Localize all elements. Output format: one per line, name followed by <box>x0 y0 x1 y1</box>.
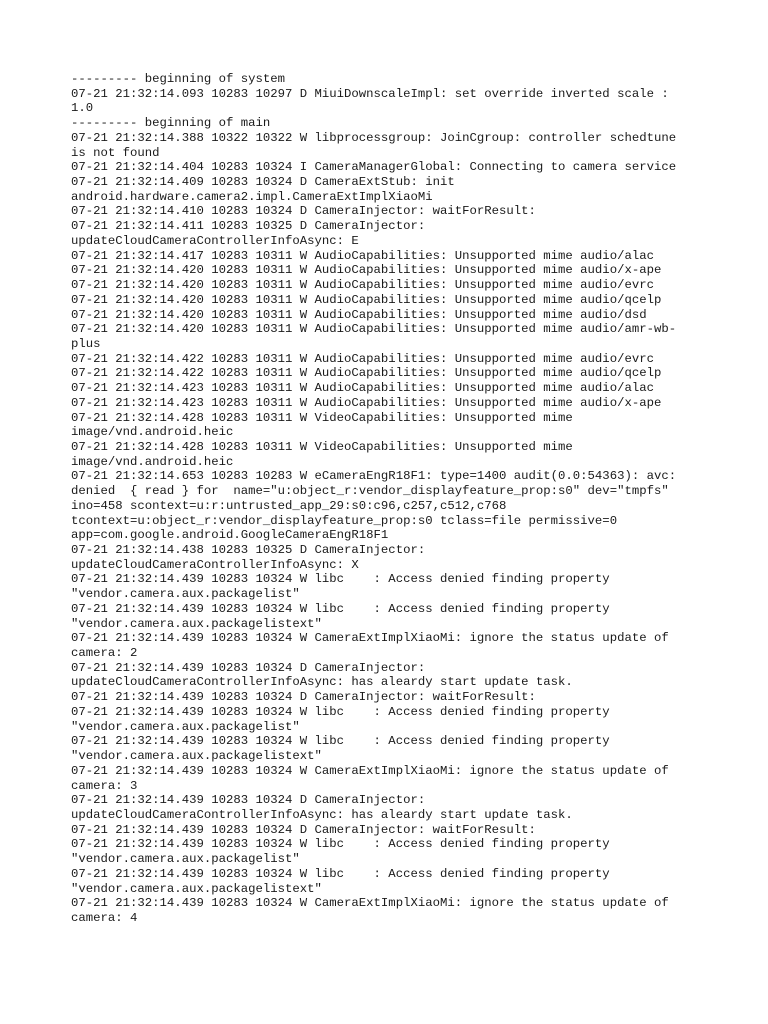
log-line: 07-21 21:32:14.439 10283 10324 D CameraInjector: <box>71 660 426 675</box>
log-line: 07-21 21:32:14.409 10283 10324 D CameraExtStub: init <box>71 175 455 190</box>
log-line: --------- beginning of system <box>71 72 286 86</box>
log-line: 07-21 21:32:14.423 10283 10311 W AudioCapabilities: Unsupported mime audio/alac <box>71 381 654 396</box>
log-line: "vendor.camera.aux.packagelistext" <box>71 616 322 631</box>
log-line: 07-21 21:32:14.420 10283 10311 W AudioCapabilities: Unsupported mime audio/amr-wb- <box>71 322 677 337</box>
log-line: --------- beginning of main <box>71 116 271 131</box>
log-line: 07-21 21:32:14.439 10283 10324 D CameraInjector: <box>71 793 426 808</box>
log-line: 07-21 21:32:14.439 10283 10324 W CameraExtImplXiaoMi: ignore the status update of <box>71 763 669 778</box>
log-line: camera: 3 <box>71 778 138 793</box>
log-line: 07-21 21:32:14.388 10322 10322 W libprocessgroup: JoinCgroup: controller schedtune <box>71 130 677 145</box>
log-line: 07-21 21:32:14.404 10283 10324 I CameraManagerGlobal: Connecting to camera service <box>71 160 677 175</box>
log-line: 07-21 21:32:14.417 10283 10311 W AudioCapabilities: Unsupported mime audio/alac <box>71 248 654 263</box>
log-line: 07-21 21:32:14.420 10283 10311 W AudioCapabilities: Unsupported mime audio/evrc <box>71 278 654 293</box>
log-line: camera: 4 <box>71 910 138 925</box>
log-line: 07-21 21:32:14.093 10283 10297 D MiuiDownscaleImpl: set override inverted scale : <box>71 86 669 101</box>
log-line: 07-21 21:32:14.439 10283 10324 W libc : Access denied finding property <box>71 866 610 881</box>
log-line: updateCloudCameraControllerInfoAsync: E <box>71 233 359 248</box>
log-line: camera: 2 <box>71 646 138 661</box>
log-line: 07-21 21:32:14.438 10283 10325 D CameraInjector: <box>71 543 426 557</box>
log-line: 07-21 21:32:14.422 10283 10311 W AudioCapabilities: Unsupported mime audio/qcelp <box>71 366 662 381</box>
log-line: 07-21 21:32:14.428 10283 10311 W VideoCapabilities: Unsupported mime <box>71 439 573 454</box>
log-line: 07-21 21:32:14.422 10283 10311 W AudioCapabilities: Unsupported mime audio/evrc <box>71 351 654 366</box>
log-line: 07-21 21:32:14.439 10283 10324 W libc : Access denied finding property <box>71 734 610 749</box>
log-line: "vendor.camera.aux.packagelist" <box>71 852 300 867</box>
log-line: is not found <box>71 145 160 160</box>
log-line: 07-21 21:32:14.439 10283 10324 W libc : Access denied finding property <box>71 572 610 587</box>
log-line: "vendor.camera.aux.packagelist" <box>71 719 300 734</box>
log-line: 07-21 21:32:14.653 10283 10283 W eCameraEngR18F1: type=1400 audit(0.0:54363): avc: <box>71 469 677 484</box>
log-line: 07-21 21:32:14.439 10283 10324 W libc : Access denied finding property <box>71 704 610 719</box>
log-line: 07-21 21:32:14.439 10283 10324 W libc : Access denied finding property <box>71 601 610 616</box>
log-line: image/vnd.android.heic <box>71 454 234 469</box>
log-line: 07-21 21:32:14.420 10283 10311 W AudioCapabilities: Unsupported mime audio/x-ape <box>71 263 662 278</box>
log-line: updateCloudCameraControllerInfoAsync: X <box>71 557 359 572</box>
log-line: "vendor.camera.aux.packagelist" <box>71 587 300 602</box>
log-text <box>71 72 701 926</box>
log-line: 07-21 21:32:14.439 10283 10324 D CameraInjector: waitForResult: <box>71 690 536 705</box>
log-line: 07-21 21:32:14.420 10283 10311 W AudioCapabilities: Unsupported mime audio/dsd <box>71 307 647 322</box>
log-line: "vendor.camera.aux.packagelistext" <box>71 881 322 896</box>
log-line: 07-21 21:32:14.439 10283 10324 D CameraInjector: waitForResult: <box>71 822 536 837</box>
log-line: 07-21 21:32:14.439 10283 10324 W CameraExtImplXiaoMi: ignore the status update of <box>71 896 669 911</box>
log-line: 07-21 21:32:14.428 10283 10311 W VideoCapabilities: Unsupported mime <box>71 410 573 425</box>
log-line: 07-21 21:32:14.410 10283 10324 D CameraInjector: waitForResult: <box>71 204 536 219</box>
log-line: updateCloudCameraControllerInfoAsync: has aleardy start update task. <box>71 675 573 690</box>
log-line: denied { read } for name="u:object_r:vendor_displayfeature_prop:s0" dev="tmpfs" <box>71 484 669 499</box>
log-line: image/vnd.android.heic <box>71 425 234 440</box>
log-line: 07-21 21:32:14.439 10283 10324 W CameraExtImplXiaoMi: ignore the status update of <box>71 631 669 646</box>
log-line: app=com.google.android.GoogleCameraEngR18F1 <box>71 528 389 543</box>
log-line: "vendor.camera.aux.packagelistext" <box>71 749 322 764</box>
log-line: tcontext=u:object_r:vendor_displayfeature_prop:s0 tclass=file permissive=0 <box>71 513 618 528</box>
log-line: 07-21 21:32:14.411 10283 10325 D CameraInjector: <box>71 219 426 234</box>
log-line: 07-21 21:32:14.420 10283 10311 W AudioCapabilities: Unsupported mime audio/qcelp <box>71 292 662 307</box>
log-line: 07-21 21:32:14.423 10283 10311 W AudioCapabilities: Unsupported mime audio/x-ape <box>71 395 662 410</box>
log-line: android.hardware.camera2.impl.CameraExtImplXiaoMi <box>71 189 433 204</box>
log-line: 07-21 21:32:14.439 10283 10324 W libc : Access denied finding property <box>71 837 610 852</box>
log-line: ino=458 scontext=u:r:untrusted_app_29:s0:c96,c257,c512,c768 <box>71 498 507 513</box>
log-line: 1.0 <box>71 101 94 116</box>
log-line: plus <box>71 336 101 351</box>
log-line: updateCloudCameraControllerInfoAsync: has aleardy start update task. <box>71 807 573 822</box>
